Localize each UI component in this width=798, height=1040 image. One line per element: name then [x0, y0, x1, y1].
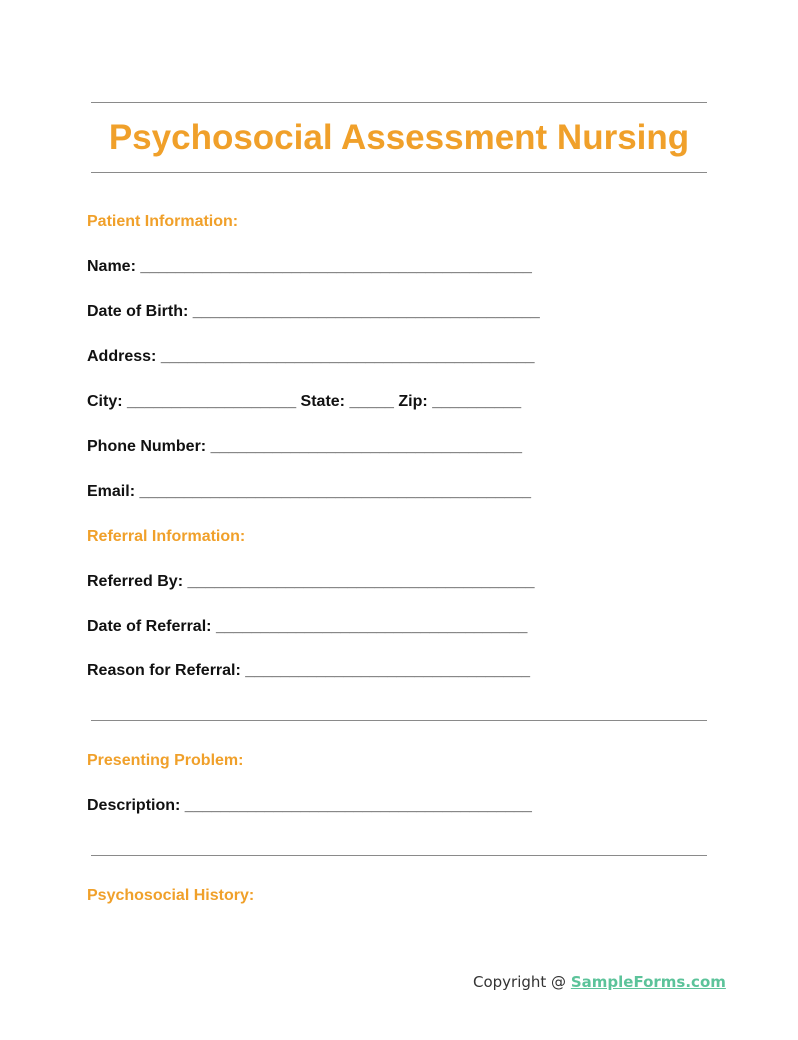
field-label: Date of Referral:: [87, 618, 212, 635]
field-label: Referred By:: [87, 573, 184, 590]
blank-line[interactable]: _______________________________________: [184, 797, 532, 814]
blank-line-zip[interactable]: __________: [432, 393, 522, 410]
field-date-of-referral[interactable]: [87, 617, 527, 637]
brand-link[interactable]: SampleForms.com: [570, 973, 726, 991]
field-label: Name:: [87, 258, 136, 275]
field-referred-by[interactable]: [87, 572, 535, 592]
copyright-footer: [473, 972, 726, 992]
title-divider: [91, 172, 707, 173]
field-label: Description:: [87, 797, 181, 814]
field-city-state-zip[interactable]: [87, 392, 521, 412]
field-description[interactable]: [87, 796, 532, 816]
section-divider: [91, 720, 707, 721]
blank-line[interactable]: ____________________________________________: [139, 483, 531, 500]
field-address[interactable]: [87, 347, 535, 367]
top-divider: [91, 102, 707, 103]
field-label-city: City:: [87, 393, 123, 410]
field-label-state: State:: [300, 393, 345, 410]
field-email[interactable]: [87, 482, 531, 502]
field-label: Phone Number:: [87, 438, 207, 455]
field-label-zip: Zip:: [398, 393, 428, 410]
field-date-of-birth[interactable]: [87, 302, 540, 322]
field-phone-number[interactable]: [87, 437, 522, 457]
field-name[interactable]: [87, 257, 532, 277]
field-label: Address:: [87, 348, 157, 365]
page-title: Psychosocial Assessment Nursing: [108, 118, 690, 157]
section-heading-referral-information: Referral Information:: [87, 528, 246, 545]
blank-line[interactable]: _______________________________________: [187, 573, 535, 590]
copyright-text: Copyright @: [473, 973, 571, 991]
section-heading-presenting-problem: Presenting Problem:: [87, 752, 244, 769]
blank-line-state[interactable]: _____: [349, 393, 394, 410]
blank-line[interactable]: ___________________________________: [215, 618, 528, 635]
blank-line[interactable]: _______________________________________: [192, 303, 540, 320]
field-label: Date of Birth:: [87, 303, 189, 320]
blank-line[interactable]: ____________________________________________: [140, 258, 532, 275]
field-label: Reason for Referral:: [87, 662, 241, 679]
section-divider: [91, 855, 707, 856]
blank-line-city[interactable]: ___________________: [127, 393, 297, 410]
section-heading-patient-information: Patient Information:: [87, 213, 239, 230]
blank-line[interactable]: __________________________________________: [160, 348, 535, 365]
field-label: Email:: [87, 483, 136, 500]
blank-line[interactable]: ___________________________________: [210, 438, 523, 455]
blank-line[interactable]: ________________________________: [245, 662, 531, 679]
section-heading-psychosocial-history: Psychosocial History:: [87, 887, 255, 904]
field-reason-for-referral[interactable]: [87, 661, 530, 681]
